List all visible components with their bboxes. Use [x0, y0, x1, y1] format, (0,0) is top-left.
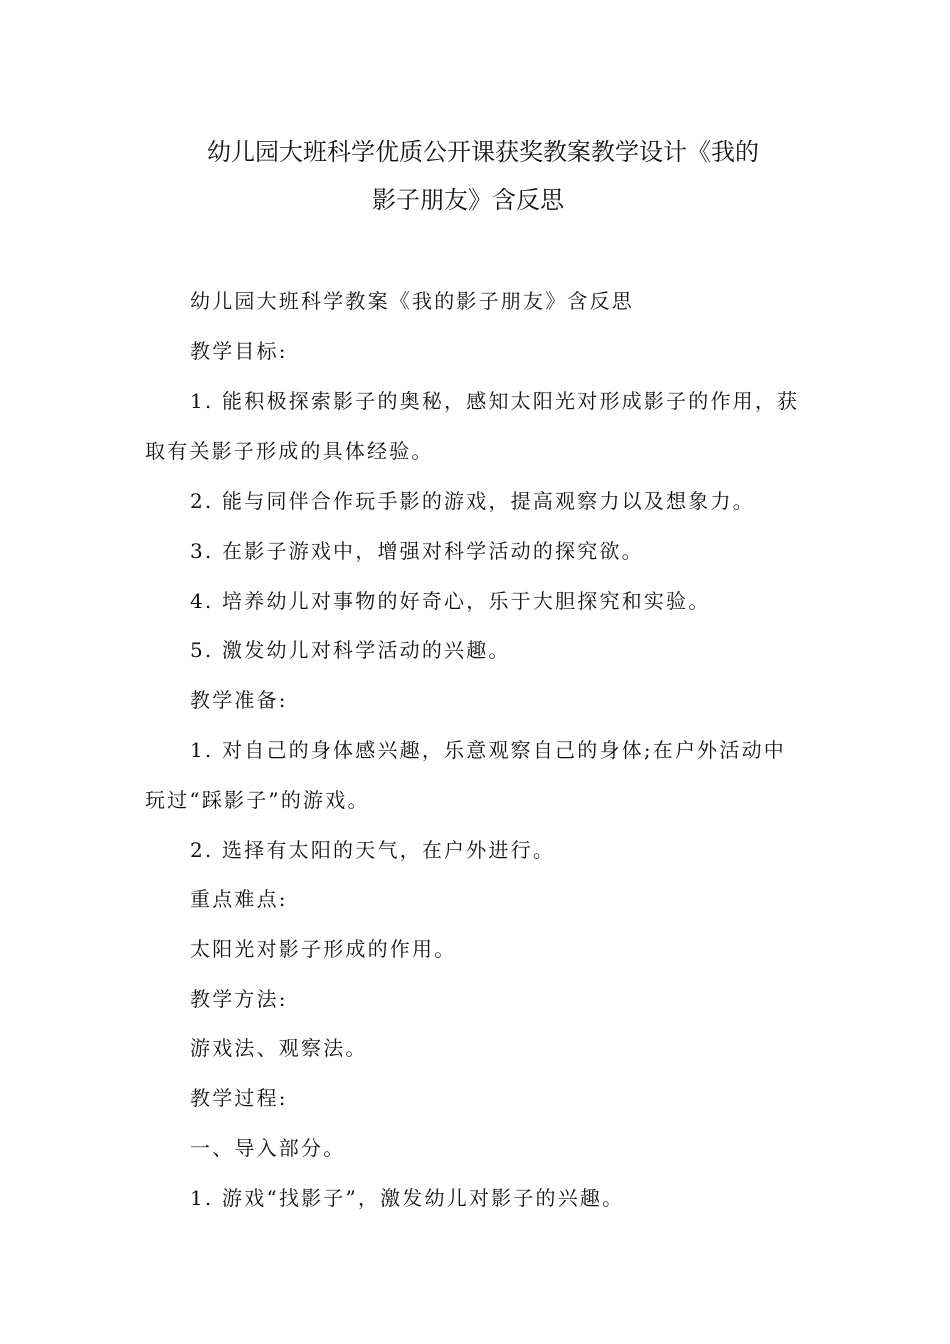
objective-item-1: 1. 能积极探索影子的奥秘，感知太阳光对形成影子的作用，获 [190, 389, 800, 413]
objective-item-1-continued: 取有关影子形成的具体经验。 [145, 439, 434, 463]
preparation-item-2: 2. 选择有太阳的天气，在户外进行。 [190, 838, 556, 862]
objective-item-5: 5. 激发幼儿对科学活动的兴趣。 [190, 638, 511, 662]
key-points-text: 太阳光对影子形成的作用。 [190, 937, 457, 961]
methods-text: 游戏法、观察法。 [190, 1036, 368, 1060]
section-heading-key-points: 重点难点: [190, 887, 288, 911]
document-title-line-1: 幼儿园大班科学优质公开课获奖教案教学设计《我的 [207, 138, 759, 166]
process-step-intro: 一、导入部分。 [190, 1136, 346, 1160]
section-heading-methods: 教学方法: [190, 987, 288, 1011]
preparation-item-1: 1. 对自己的身体感兴趣，乐意观察自己的身体;在户外活动中 [190, 738, 786, 762]
process-step-1: 1. 游戏“找影子”，激发幼儿对影子的兴趣。 [190, 1186, 625, 1210]
subtitle-line: 幼儿园大班科学教案《我的影子朋友》含反思 [190, 289, 634, 313]
section-heading-process: 教学过程: [190, 1086, 288, 1110]
preparation-item-1-continued: 玩过“踩影子”的游戏。 [145, 788, 370, 812]
objective-item-4: 4. 培养幼儿对事物的好奇心，乐于大胆探究和实验。 [190, 589, 711, 613]
section-heading-preparation: 教学准备: [190, 688, 288, 712]
objective-item-2: 2. 能与同伴合作玩手影的游戏，提高观察力以及想象力。 [190, 489, 755, 513]
document-title-line-2: 影子朋友》含反思 [372, 186, 564, 214]
objective-item-3: 3. 在影子游戏中，增强对科学活动的探究欲。 [190, 539, 644, 563]
section-heading-objectives: 教学目标: [190, 339, 288, 363]
